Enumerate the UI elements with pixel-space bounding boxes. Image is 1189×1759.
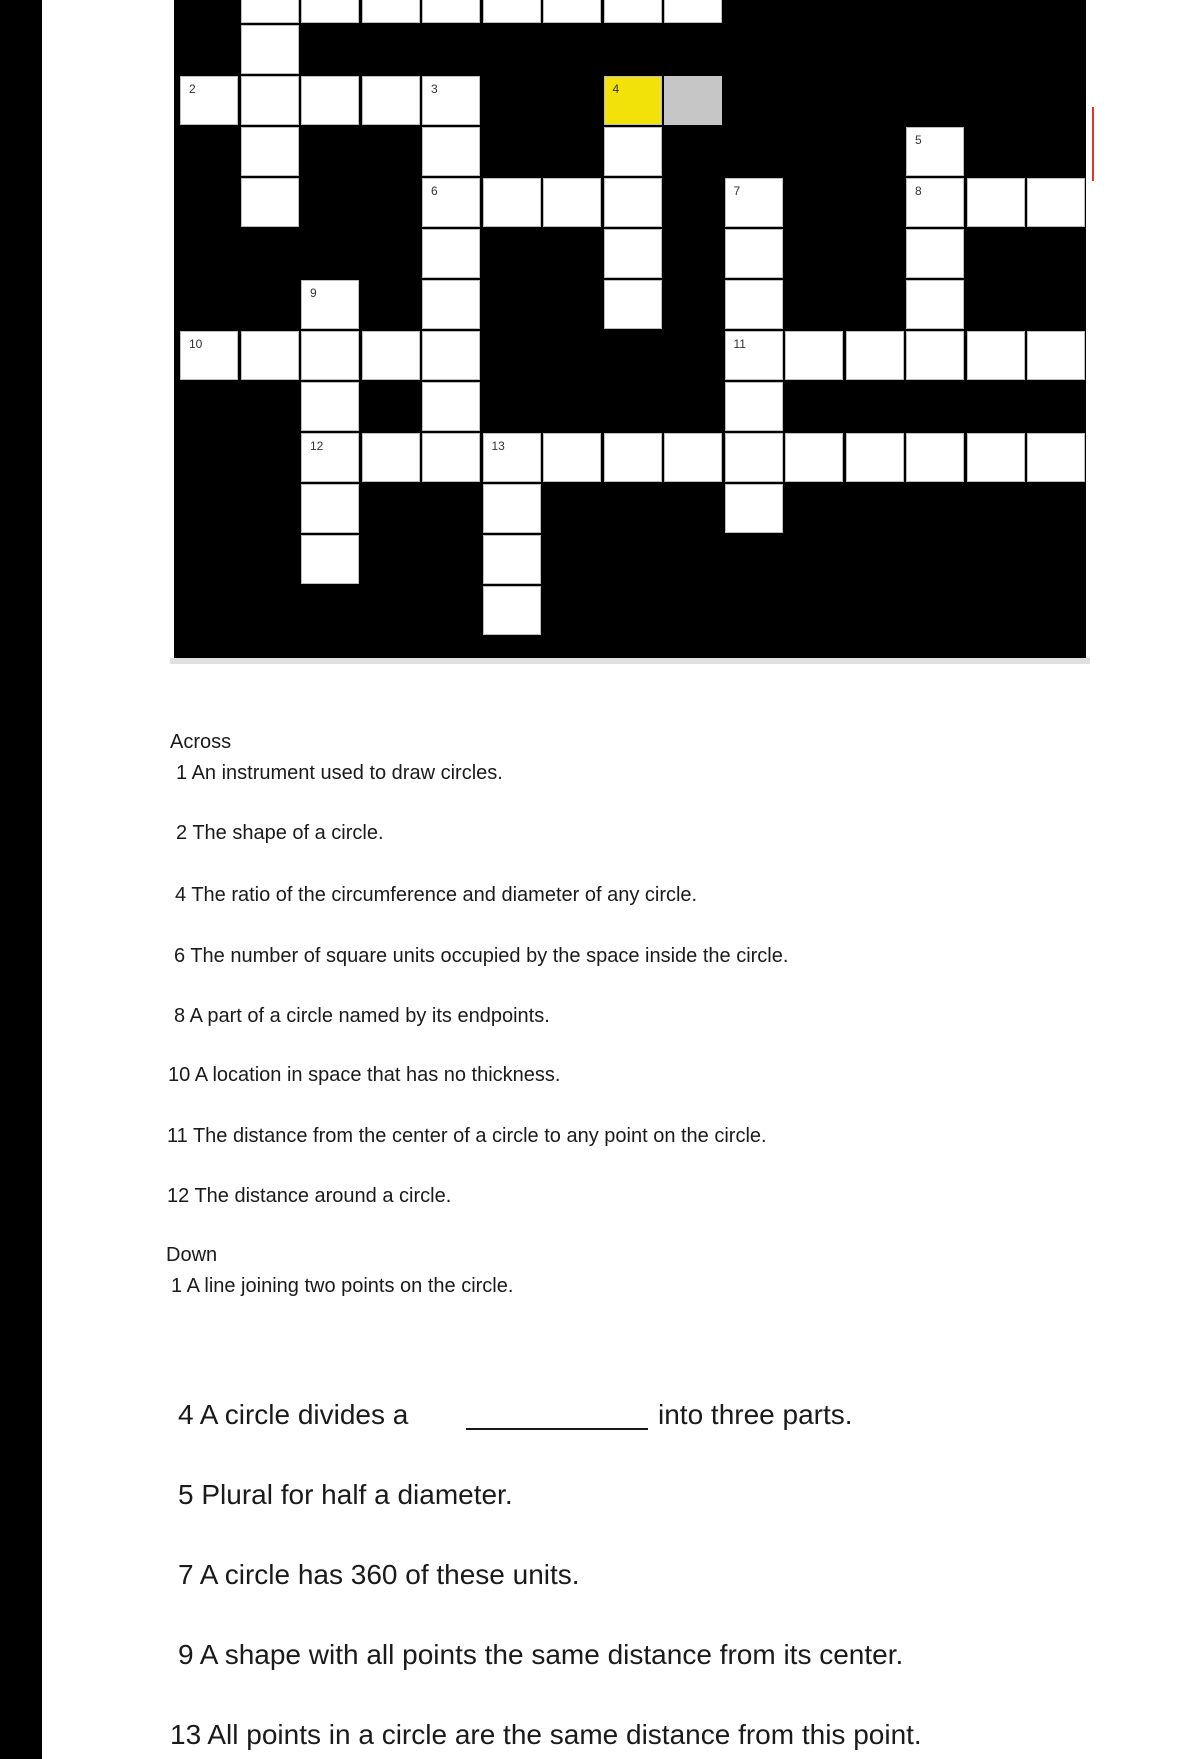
clue-number: 6 bbox=[431, 184, 438, 198]
crossword-cell[interactable] bbox=[483, 0, 541, 23]
crossword-cell[interactable] bbox=[362, 433, 420, 482]
crossword-cell[interactable] bbox=[301, 0, 359, 23]
crossword-cell-5[interactable] bbox=[906, 127, 964, 176]
crossword-cell[interactable] bbox=[301, 331, 359, 380]
crossword-cell[interactable] bbox=[664, 433, 722, 482]
crossword-cell[interactable] bbox=[1027, 331, 1085, 380]
crossword-cell[interactable] bbox=[483, 535, 541, 584]
crossword-cell[interactable] bbox=[241, 127, 299, 176]
clue-number: 12 bbox=[310, 439, 324, 453]
crossword-cell[interactable] bbox=[422, 433, 480, 482]
across-clue: 8 A part of a circle named by its endpoints. bbox=[174, 1005, 550, 1027]
crossword-cell[interactable] bbox=[422, 280, 480, 329]
crossword-cell[interactable] bbox=[241, 76, 299, 125]
crossword-cell[interactable] bbox=[725, 280, 783, 329]
crossword-cell[interactable] bbox=[543, 178, 601, 227]
crossword-cell[interactable] bbox=[483, 178, 541, 227]
clue-number: 10 bbox=[189, 337, 203, 351]
crossword-cell-9[interactable] bbox=[301, 280, 359, 329]
down-clue: 7 A circle has 360 of these units. bbox=[178, 1559, 580, 1590]
crossword-cell[interactable] bbox=[604, 178, 662, 227]
crossword-cell[interactable] bbox=[1027, 433, 1085, 482]
crossword-cell-2[interactable] bbox=[180, 76, 238, 125]
crossword-cell[interactable] bbox=[725, 484, 783, 533]
crossword-cell[interactable] bbox=[785, 331, 843, 380]
crossword-cell[interactable] bbox=[483, 586, 541, 635]
crossword-cell[interactable] bbox=[846, 331, 904, 380]
clue-number: 7 bbox=[733, 184, 741, 198]
grid-bottom-rule bbox=[170, 658, 1090, 664]
clue-number: 13 bbox=[491, 439, 505, 453]
down-clue: into three parts. bbox=[658, 1399, 853, 1430]
crossword-cell[interactable] bbox=[422, 331, 480, 380]
crossword-cell[interactable] bbox=[301, 76, 359, 125]
crossword-cell[interactable] bbox=[604, 127, 662, 176]
crossword-cell[interactable] bbox=[422, 127, 480, 176]
across-heading: Across bbox=[170, 731, 232, 753]
crossword-cell-8[interactable] bbox=[906, 178, 964, 227]
crossword-cell[interactable] bbox=[725, 382, 783, 431]
crossword-cell[interactable] bbox=[967, 331, 1025, 380]
crossword-cell[interactable] bbox=[906, 280, 964, 329]
crossword-cell[interactable] bbox=[301, 382, 359, 431]
clue-number: 11 bbox=[733, 337, 746, 351]
crossword-cell[interactable] bbox=[906, 331, 964, 380]
crossword-cell-7[interactable] bbox=[725, 178, 783, 227]
crossword-cell[interactable] bbox=[906, 433, 964, 482]
crossword-cell-13[interactable] bbox=[483, 433, 541, 482]
crossword-cell[interactable] bbox=[422, 0, 480, 23]
across-clue: 12 The distance around a circle. bbox=[167, 1185, 452, 1207]
down-clue: 9 A shape with all points the same distance from its center. bbox=[178, 1639, 904, 1670]
crossword-cell-6[interactable] bbox=[422, 178, 480, 227]
clue-number: 3 bbox=[431, 82, 438, 96]
clue-number: 9 bbox=[310, 286, 317, 300]
crossword-cell[interactable] bbox=[362, 0, 420, 23]
clue-number: 4 bbox=[612, 82, 620, 96]
crossword-cell[interactable] bbox=[604, 229, 662, 278]
down-clue: 1 A line joining two points on the circle. bbox=[171, 1275, 514, 1297]
crossword-cell[interactable] bbox=[543, 0, 601, 23]
clue-number: 8 bbox=[915, 184, 922, 198]
crossword-cell[interactable] bbox=[241, 178, 299, 227]
crossword-cell[interactable] bbox=[301, 484, 359, 533]
crossword-cell[interactable] bbox=[301, 535, 359, 584]
across-clue: 6 The number of square units occupied by the space inside the circle. bbox=[174, 945, 789, 967]
crossword-cell[interactable] bbox=[664, 76, 722, 125]
down-clue: 5 Plural for half a diameter. bbox=[178, 1479, 513, 1510]
crossword-cell[interactable] bbox=[725, 229, 783, 278]
crossword-cell[interactable] bbox=[483, 484, 541, 533]
answer-blank-line bbox=[466, 1428, 648, 1430]
crossword-cell[interactable] bbox=[604, 433, 662, 482]
crossword-cell[interactable] bbox=[664, 0, 722, 23]
clue-number: 5 bbox=[915, 133, 922, 147]
crossword-cell-12[interactable] bbox=[301, 433, 359, 482]
left-dark-border-lower bbox=[0, 1370, 32, 1759]
crossword-cell[interactable] bbox=[967, 178, 1025, 227]
crossword-cell[interactable] bbox=[1027, 178, 1085, 227]
crossword-cell[interactable] bbox=[241, 25, 299, 74]
crossword-cell[interactable] bbox=[906, 229, 964, 278]
crossword-cell[interactable] bbox=[362, 331, 420, 380]
crossword-cell[interactable] bbox=[422, 229, 480, 278]
crossword-cell-3[interactable] bbox=[422, 76, 480, 125]
down-heading: Down bbox=[166, 1244, 218, 1266]
crossword-cell[interactable] bbox=[543, 433, 601, 482]
crossword-cell[interactable] bbox=[362, 76, 420, 125]
across-clue: 4 The ratio of the circumference and diameter of any circle. bbox=[175, 884, 698, 906]
across-clue: 1 An instrument used to draw circles. bbox=[176, 762, 503, 784]
crossword-cell[interactable] bbox=[785, 433, 843, 482]
across-clue: 10 A location in space that has no thickness. bbox=[168, 1064, 561, 1086]
crossword-cell-10[interactable] bbox=[180, 331, 238, 380]
edge-marker bbox=[1092, 107, 1094, 181]
crossword-cell-4[interactable] bbox=[604, 76, 662, 125]
crossword-cell[interactable] bbox=[725, 433, 783, 482]
across-clue: 2 The shape of a circle. bbox=[176, 822, 384, 844]
crossword-cell[interactable] bbox=[604, 0, 662, 23]
down-clue: 13 All points in a circle are the same distance from this point. bbox=[170, 1719, 922, 1750]
crossword-cell[interactable] bbox=[846, 433, 904, 482]
clue-number: 2 bbox=[189, 82, 196, 96]
crossword-cell[interactable] bbox=[967, 433, 1025, 482]
crossword-cell[interactable] bbox=[422, 382, 480, 431]
down-clue: 4 A circle divides a bbox=[178, 1399, 409, 1430]
crossword-cell-11[interactable] bbox=[725, 331, 783, 380]
crossword-cell[interactable] bbox=[241, 331, 299, 380]
crossword-cell[interactable] bbox=[604, 280, 662, 329]
crossword-cell[interactable] bbox=[241, 0, 299, 23]
across-clue: 11 The distance from the center of a circle to any point on the circle. bbox=[167, 1125, 767, 1147]
